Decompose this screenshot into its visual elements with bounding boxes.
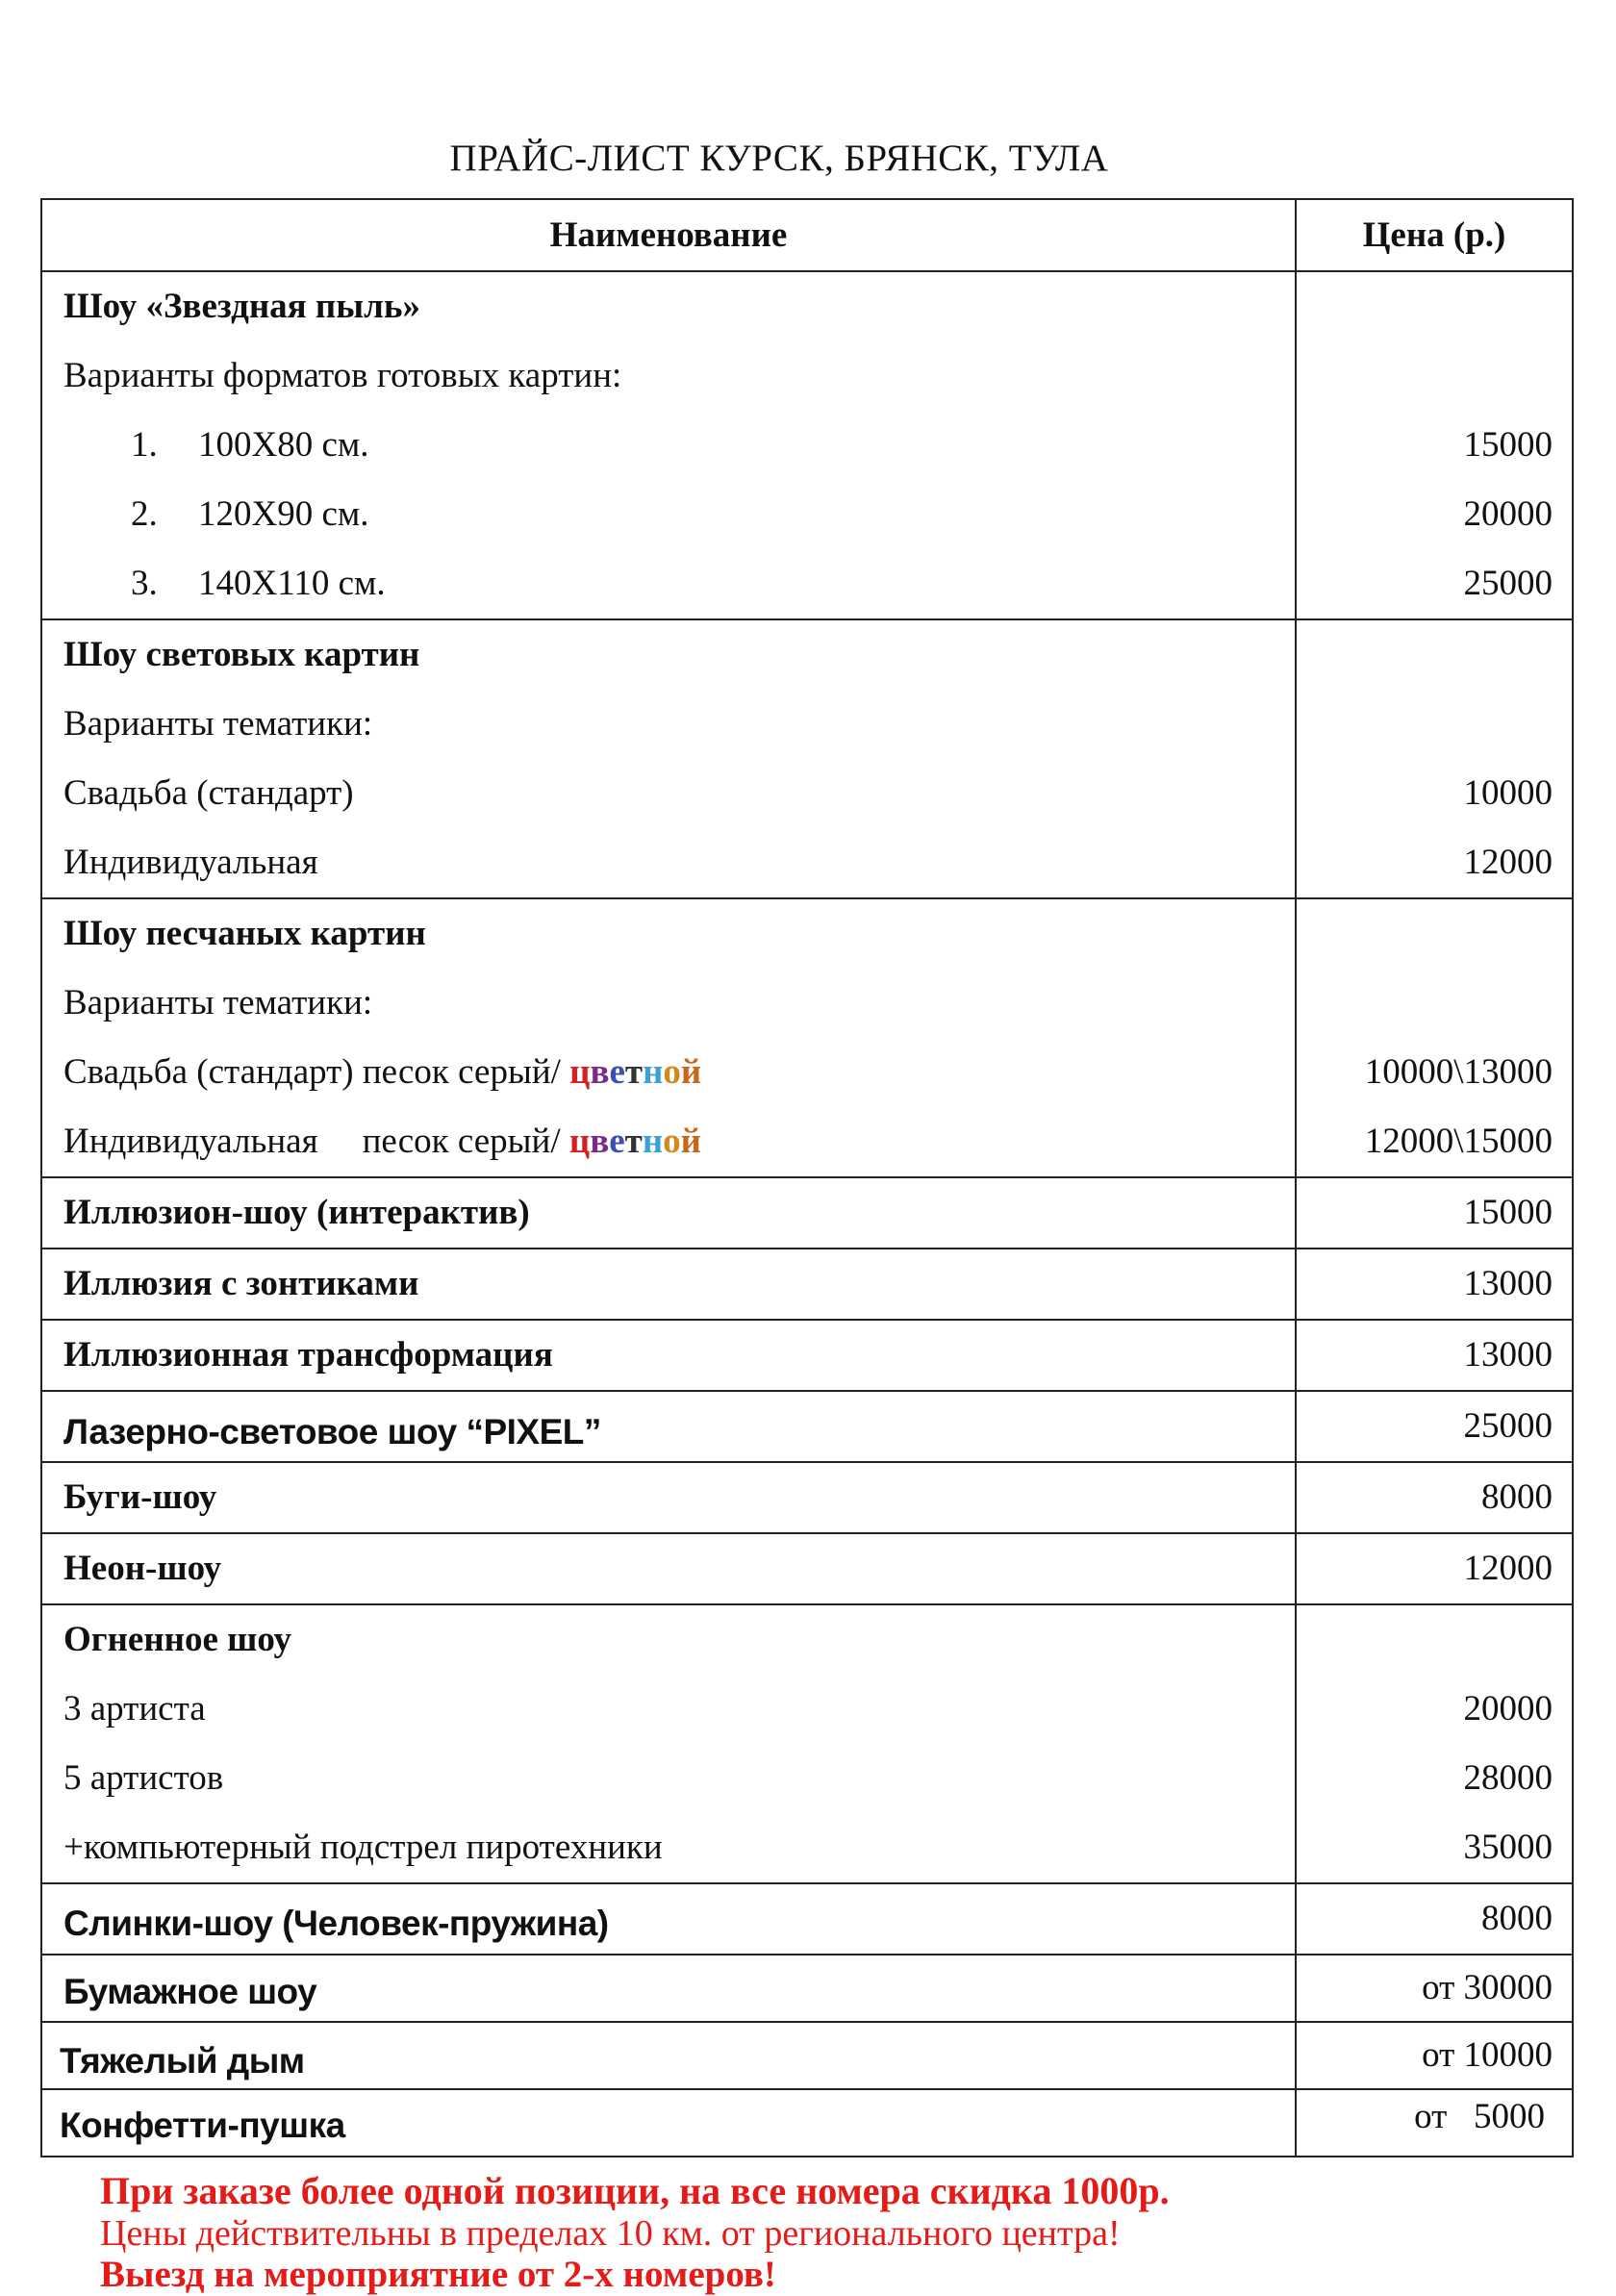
list-item: 3. 140X110 см. [131, 564, 386, 603]
section-zvezdnaya [41, 271, 1573, 619]
price-value: 25000 [1463, 1406, 1553, 1446]
row-neon: Неон-шоу 12000 [41, 1533, 1573, 1604]
price-value: 25000 [1463, 564, 1553, 603]
price-value: 12000 [1463, 843, 1553, 882]
price-table [40, 198, 1574, 2157]
header-name: Наименование [41, 199, 1296, 271]
footer-validity: Цены действительны в пределах 10 км. от регионального центра! [100, 2213, 1121, 2254]
price-value: 13000 [1463, 1335, 1553, 1375]
row-slinky: Слинки-шоу (Человек-пружина) 8000 [41, 1883, 1573, 1955]
list-item: 2. 120X90 см. [131, 494, 369, 534]
price-value: 35000 [1463, 1828, 1553, 1867]
section-peschanye [41, 898, 1573, 1177]
color-word: цветной [568, 1122, 701, 1161]
list-item: +компьютерный подстрел пиротехники [63, 1828, 663, 1867]
list-item: 5 артистов [63, 1758, 224, 1798]
price-value: 15000 [1463, 425, 1553, 465]
list-item: 3 артиста [63, 1689, 206, 1728]
list-item: 1. 100X80 см. [131, 425, 369, 465]
section-title: Шоу световых картин [63, 635, 420, 674]
footer-minimum: Выезд на мероприятние от 2-х номеров! [100, 2254, 776, 2295]
price-value: 20000 [1463, 1689, 1553, 1728]
price-value: от 10000 [1422, 2035, 1553, 2075]
section-svetovye [41, 619, 1573, 898]
list-item: Индивидуальная песок серый/ цветной [63, 1122, 701, 1161]
section-title: Шоу «Звездная пыль» [63, 287, 420, 326]
row-transform: Иллюзионная трансформация 13000 [41, 1320, 1573, 1391]
list-item: Индивидуальная [63, 843, 318, 882]
row-pixel: Лазерно-световое шоу “PIXEL” 25000 [41, 1391, 1573, 1462]
row-umbrellas: Иллюзия с зонтиками 13000 [41, 1249, 1573, 1320]
row-smoke: Тяжелый дым от 10000 [41, 2022, 1573, 2089]
price-value: 28000 [1463, 1758, 1553, 1798]
row-paper: Бумажное шоу от 30000 [41, 1955, 1573, 2022]
price-value: от 30000 [1422, 1968, 1553, 2007]
section-subtitle: Варианты тематики: [63, 983, 373, 1022]
price-value: 15000 [1463, 1193, 1553, 1232]
section-subtitle: Варианты форматов готовых картин: [63, 356, 622, 395]
color-word: цветной [569, 1052, 702, 1092]
price-value: 12000\15000 [1364, 1122, 1553, 1161]
section-title: Огненное шоу [63, 1620, 291, 1659]
footer-discount: При заказе более одной позиции, на все номера скидка 1000р. [100, 2169, 1170, 2212]
section-subtitle: Варианты тематики: [63, 704, 373, 744]
row-confetti: Конфетти-пушка от 5000 [41, 2089, 1573, 2157]
row-illusion-show: Иллюзион-шоу (интерактив) 15000 [41, 1177, 1573, 1249]
price-value: 10000\13000 [1364, 1052, 1553, 1092]
list-item: Свадьба (стандарт) песок серый/ цветной [63, 1052, 702, 1092]
page-title: ПРАЙС-ЛИСТ КУРСК, БРЯНСК, ТУЛА [449, 138, 1109, 179]
table-header [41, 199, 1573, 271]
price-value: 8000 [1481, 1899, 1553, 1938]
section-title: Шоу песчаных картин [63, 914, 426, 953]
list-item: Свадьба (стандарт) [63, 773, 354, 813]
header-price: Цена (р.) [1296, 199, 1573, 271]
price-value: 13000 [1463, 1264, 1553, 1303]
price-value: 10000 [1463, 773, 1553, 813]
price-value: от 5000 [1414, 2097, 1545, 2136]
row-bugi: Буги-шоу 8000 [41, 1462, 1573, 1533]
price-value: 12000 [1463, 1549, 1553, 1588]
section-fire [41, 1604, 1573, 1883]
price-value: 8000 [1481, 1477, 1553, 1517]
price-value: 20000 [1463, 494, 1553, 534]
